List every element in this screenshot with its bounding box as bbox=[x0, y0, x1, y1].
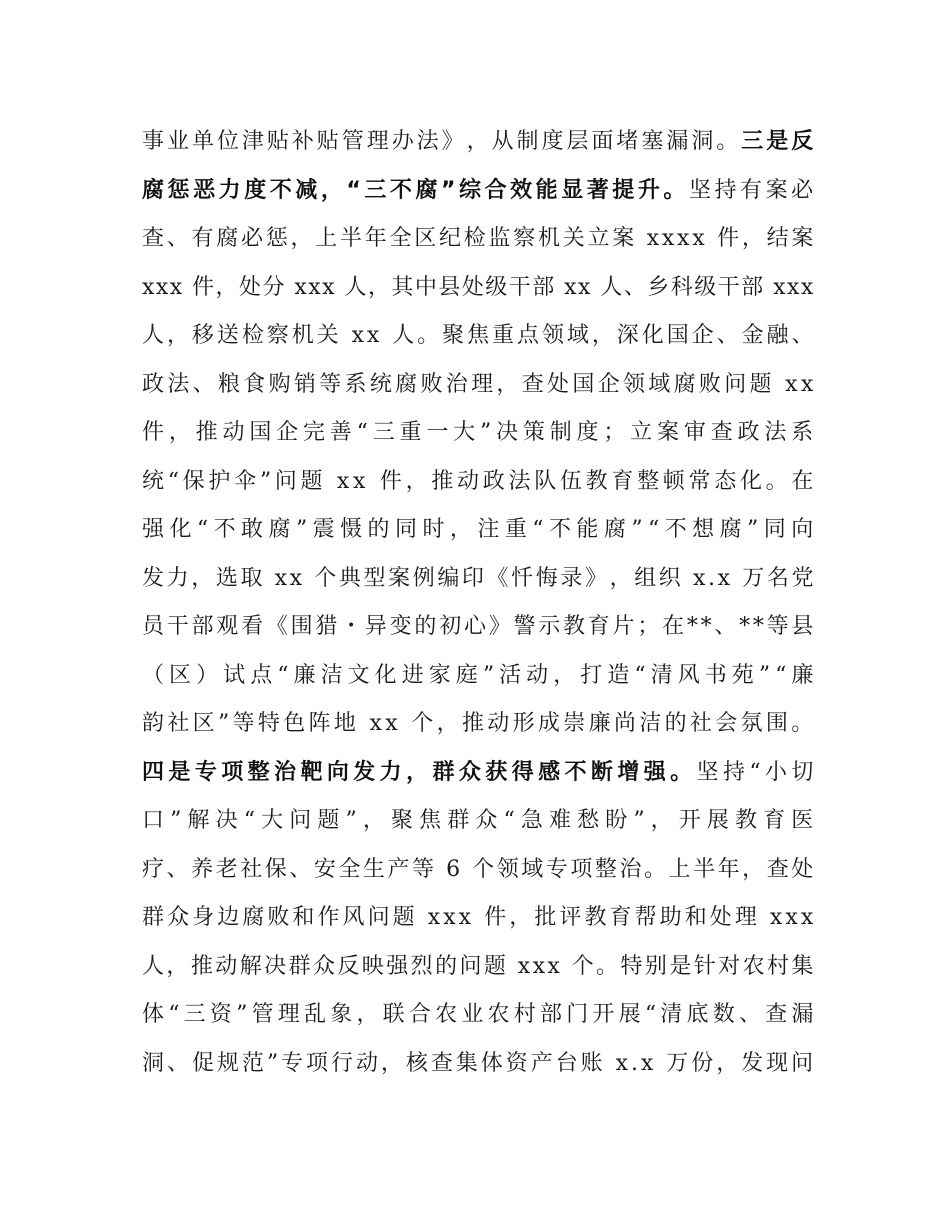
text-line: 强 化 “ 不 敢 腐 ” 震 慑 的 同 时 ， 注 重 “ 不 能 腐 ” “ 不 想 腐 ” 同 向 bbox=[142, 517, 814, 542]
text-line: 群 众 身 边 腐 败 和 作 风 问 题 x x x 件 ， 批 评 教 育 帮 助 和 处 理 x x x bbox=[142, 905, 814, 930]
text-line: 件 ， 推 动 国 企 完 善 “ 三 重 一 大 ” 决 策 制 度 ； 立 案 审 查 政 法 系 bbox=[142, 420, 814, 445]
text-line: 洞 、 促 规 范 ” 专 项 行 动 ， 核 查 集 体 资 产 台 账 x . x 万 份 ， 发 现 问 bbox=[142, 1050, 814, 1076]
text-line: 事 业 单 位 津 贴 补 贴 管 理 办 法 》 ， 从 制 度 层 面 堵 塞 漏 洞 。 三 是 反 bbox=[142, 129, 814, 154]
text-line: 人 ， 推 动 解 决 群 众 反 映 强 烈 的 问 题 x x x 个 。 特 别 是 针 对 农 村 集 bbox=[142, 953, 814, 979]
text-line: 人 ， 移 送 检 察 机 关 x x 人 。 聚 焦 重 点 领 域 ， 深 化 国 企 、 金 融 、 bbox=[142, 323, 814, 348]
text-line: 口 ” 解 决 “ 大 问 题 ” ， 聚 焦 群 众 “ 急 难 愁 盼 ” ， 开 展 教 育 医 bbox=[142, 808, 814, 833]
text-line: 体 “ 三 资 ” 管 理 乱 象 ， 联 合 农 业 农 村 部 门 开 展 “ 清 底 数 、 查 漏 bbox=[142, 1002, 814, 1027]
text-line: 发 力 ， 选 取 x x 个 典 型 案 例 编 印 《 忏 悔 录 》 ， 组 织 x . x 万 名 党 bbox=[142, 565, 814, 591]
text-line: （ 区 ） 试 点 “ 廉 洁 文 化 进 家 庭 ” 活 动 ， 打 造 “ 清 风 书 苑 ” “ 廉 bbox=[142, 662, 814, 688]
document-body bbox=[142, 118, 814, 1088]
text-line: 韵 社 区 ” 等 特 色 阵 地 x x 个 ， 推 动 形 成 崇 廉 尚 洁 的 社 会 氛 围 。 bbox=[142, 711, 814, 736]
text-line: 疗 、 养 老 社 保 、 安 全 生 产 等 6 个 领 域 专 项 整 治 。 上 半 年 ， 查 处 bbox=[142, 856, 814, 882]
text-line: 员 干 部 观 看 《 围 猎 ・ 异 变 的 初 心 》 警 示 教 育 片 ； 在 * * 、 * * 等 县 bbox=[142, 614, 814, 639]
text-line: 查 、 有 腐 必 惩 ， 上 半 年 全 区 纪 检 监 察 机 关 立 案 x x x x 件 ， 结 案 bbox=[142, 226, 814, 251]
text-line: 统 “ 保 护 伞 ” 问 题 x x 件 ， 推 动 政 法 队 伍 教 育 整 顿 常 态 化 。 在 bbox=[142, 468, 814, 494]
text-line: 政 法 、 粮 食 购 销 等 系 统 腐 败 治 理 ， 查 处 国 企 领 域 腐 败 问 题 x x bbox=[142, 371, 814, 397]
text-line: x x x 件 ， 处 分 x x x 人 ， 其 中 县 处 级 干 部 x x 人 、 乡 科 级 干 部 x x x bbox=[142, 274, 814, 300]
text-line: 四 是 专 项 整 治 靶 向 发 力 ， 群 众 获 得 感 不 断 增 强 。 坚 持 “ 小 切 bbox=[142, 759, 814, 785]
text-line: 腐 惩 恶 力 度 不 减 ， “ 三 不 腐 ” 综 合 效 能 显 著 提 升 。 坚 持 有 案 必 bbox=[142, 177, 814, 203]
